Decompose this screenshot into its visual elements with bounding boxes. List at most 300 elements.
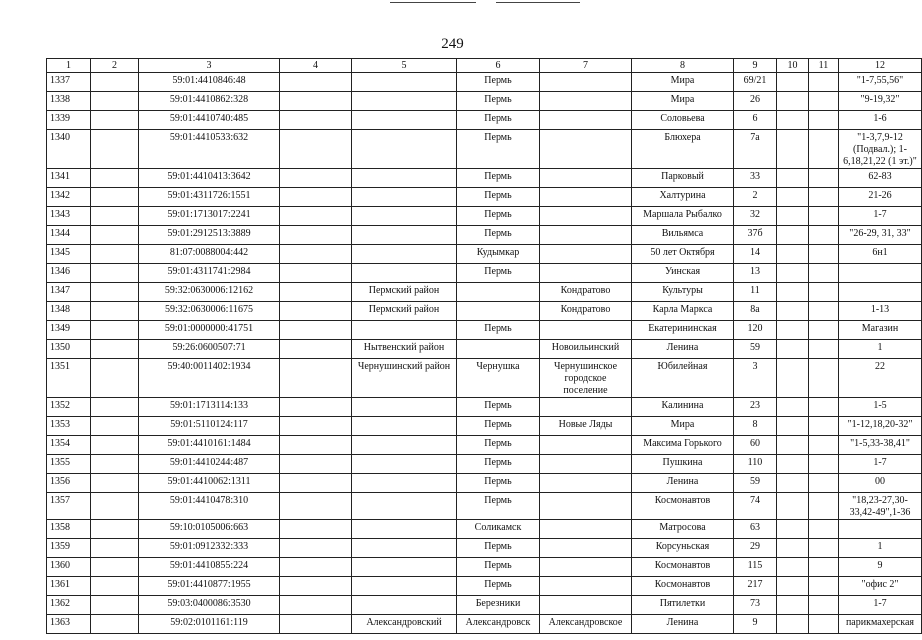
- cell-col-10: [777, 130, 809, 169]
- cell-col-8: Матросова: [632, 520, 734, 539]
- cell-col-11: [809, 188, 839, 207]
- cell-col-10: [777, 474, 809, 493]
- cell-col-2: [91, 226, 139, 245]
- cell-col-12: 22: [839, 359, 922, 398]
- cell-col-11: [809, 577, 839, 596]
- cell-col-2: [91, 436, 139, 455]
- cell-col-1: 1337: [47, 73, 91, 92]
- cell-col-5: [352, 92, 457, 111]
- cell-col-8: Карла Маркса: [632, 302, 734, 321]
- cell-col-9: 63: [734, 520, 777, 539]
- cell-col-11: [809, 111, 839, 130]
- cell-col-3: 59:01:4410478:310: [139, 493, 280, 520]
- cell-col-3: 59:01:2912513:3889: [139, 226, 280, 245]
- cell-col-6: Пермь: [457, 226, 540, 245]
- cell-col-4: [280, 417, 352, 436]
- cell-col-2: [91, 283, 139, 302]
- cell-col-9: 110: [734, 455, 777, 474]
- cell-col-11: [809, 596, 839, 615]
- cell-col-3: 59:01:4410855:224: [139, 558, 280, 577]
- cell-col-5: [352, 226, 457, 245]
- cell-col-10: [777, 455, 809, 474]
- cell-col-6: Пермь: [457, 321, 540, 340]
- cell-col-12: "офис 2": [839, 577, 922, 596]
- cell-col-9: 59: [734, 474, 777, 493]
- cell-col-9: 59: [734, 340, 777, 359]
- cell-col-10: [777, 207, 809, 226]
- cell-col-5: [352, 207, 457, 226]
- cell-col-2: [91, 558, 139, 577]
- cell-col-5: [352, 188, 457, 207]
- cell-col-4: [280, 493, 352, 520]
- cell-col-6: Александровск: [457, 615, 540, 634]
- cell-col-11: [809, 359, 839, 398]
- cell-col-4: [280, 111, 352, 130]
- cell-col-5: [352, 493, 457, 520]
- cell-col-10: [777, 398, 809, 417]
- cell-col-10: [777, 226, 809, 245]
- header-row: [47, 59, 922, 73]
- cell-col-6: Пермь: [457, 398, 540, 417]
- cell-col-9: 8: [734, 417, 777, 436]
- cell-col-4: [280, 92, 352, 111]
- cell-col-12: 1-13: [839, 302, 922, 321]
- cell-col-3: 59:02:0101161:119: [139, 615, 280, 634]
- cell-col-11: [809, 539, 839, 558]
- cell-col-10: [777, 169, 809, 188]
- cell-col-10: [777, 92, 809, 111]
- cell-col-7: [540, 455, 632, 474]
- cell-col-1: 1355: [47, 455, 91, 474]
- cell-col-2: [91, 340, 139, 359]
- cell-col-5: [352, 169, 457, 188]
- column-header-5: 5: [352, 59, 457, 73]
- cell-col-2: [91, 474, 139, 493]
- register-table: [46, 58, 922, 634]
- cell-col-12: парикмахерская: [839, 615, 922, 634]
- cell-col-9: 13: [734, 264, 777, 283]
- cell-col-6: [457, 283, 540, 302]
- cell-col-8: Ленина: [632, 615, 734, 634]
- cell-col-4: [280, 359, 352, 398]
- cell-col-4: [280, 188, 352, 207]
- cell-col-4: [280, 596, 352, 615]
- cell-col-11: [809, 417, 839, 436]
- cell-col-5: [352, 436, 457, 455]
- cell-col-3: 59:01:4410740:485: [139, 111, 280, 130]
- cell-col-1: 1338: [47, 92, 91, 111]
- cell-col-4: [280, 302, 352, 321]
- cell-col-12: 1: [839, 539, 922, 558]
- cell-col-4: [280, 398, 352, 417]
- cell-col-10: [777, 321, 809, 340]
- cell-col-3: 59:01:0000000:41751: [139, 321, 280, 340]
- cell-col-12: Магазин: [839, 321, 922, 340]
- cell-col-12: 1-7: [839, 207, 922, 226]
- cell-col-5: [352, 111, 457, 130]
- cell-col-2: [91, 417, 139, 436]
- cell-col-1: 1339: [47, 111, 91, 130]
- page-number: 249: [441, 36, 464, 52]
- cell-col-12: 1: [839, 340, 922, 359]
- cell-col-9: 11: [734, 283, 777, 302]
- cell-col-3: 59:01:4410062:1311: [139, 474, 280, 493]
- cell-col-9: 26: [734, 92, 777, 111]
- cell-col-5: [352, 596, 457, 615]
- cell-col-11: [809, 321, 839, 340]
- cell-col-6: Пермь: [457, 130, 540, 169]
- cell-col-10: [777, 615, 809, 634]
- cell-col-12: 1-7: [839, 596, 922, 615]
- cell-col-12: "1-12,18,20-32": [839, 417, 922, 436]
- cell-col-2: [91, 302, 139, 321]
- cell-col-5: [352, 245, 457, 264]
- table-row: [47, 577, 922, 596]
- cell-col-1: 1358: [47, 520, 91, 539]
- cell-col-11: [809, 520, 839, 539]
- table-row: [47, 264, 922, 283]
- cell-col-7: [540, 596, 632, 615]
- cell-col-1: 1356: [47, 474, 91, 493]
- cell-col-3: 59:01:5110124:117: [139, 417, 280, 436]
- cell-col-9: 73: [734, 596, 777, 615]
- cell-col-7: Кондратово: [540, 283, 632, 302]
- cell-col-4: [280, 245, 352, 264]
- cell-col-10: [777, 264, 809, 283]
- cell-col-12: "9-19,32": [839, 92, 922, 111]
- cell-col-2: [91, 398, 139, 417]
- cell-col-6: Пермь: [457, 577, 540, 596]
- cell-col-5: [352, 577, 457, 596]
- cell-col-2: [91, 245, 139, 264]
- cell-col-5: Пермский район: [352, 283, 457, 302]
- cell-col-11: [809, 283, 839, 302]
- cell-col-3: 59:01:4311741:2984: [139, 264, 280, 283]
- cell-col-4: [280, 207, 352, 226]
- cell-col-6: Пермь: [457, 455, 540, 474]
- cell-col-7: [540, 188, 632, 207]
- cell-col-11: [809, 73, 839, 92]
- table-row: [47, 207, 922, 226]
- cell-col-6: Пермь: [457, 207, 540, 226]
- cell-col-4: [280, 615, 352, 634]
- cell-col-12: "18,23-27,30-33,42-49",1-36: [839, 493, 922, 520]
- cell-col-2: [91, 455, 139, 474]
- cell-col-5: [352, 474, 457, 493]
- cell-col-6: [457, 340, 540, 359]
- cell-col-9: 37б: [734, 226, 777, 245]
- cell-col-3: 59:32:0630006:11675: [139, 302, 280, 321]
- cell-col-2: [91, 169, 139, 188]
- cell-col-6: Пермь: [457, 188, 540, 207]
- cell-col-9: 217: [734, 577, 777, 596]
- table-row: [47, 615, 922, 634]
- table-row: [47, 493, 922, 520]
- cell-col-12: 21-26: [839, 188, 922, 207]
- cell-col-10: [777, 539, 809, 558]
- cell-col-4: [280, 264, 352, 283]
- cell-col-6: Пермь: [457, 169, 540, 188]
- cell-col-1: 1350: [47, 340, 91, 359]
- cell-col-9: 14: [734, 245, 777, 264]
- cell-col-1: 1361: [47, 577, 91, 596]
- cell-col-4: [280, 474, 352, 493]
- cell-col-2: [91, 539, 139, 558]
- cell-col-6: Пермь: [457, 92, 540, 111]
- top-rule-left: [390, 2, 476, 3]
- cell-col-9: 9: [734, 615, 777, 634]
- cell-col-10: [777, 577, 809, 596]
- cell-col-11: [809, 302, 839, 321]
- cell-col-8: Мира: [632, 417, 734, 436]
- cell-col-4: [280, 283, 352, 302]
- cell-col-6: Березники: [457, 596, 540, 615]
- cell-col-1: 1344: [47, 226, 91, 245]
- cell-col-3: 59:01:4311726:1551: [139, 188, 280, 207]
- cell-col-11: [809, 340, 839, 359]
- cell-col-8: Парковый: [632, 169, 734, 188]
- cell-col-11: [809, 493, 839, 520]
- cell-col-8: Ленина: [632, 340, 734, 359]
- cell-col-6: Пермь: [457, 264, 540, 283]
- cell-col-10: [777, 340, 809, 359]
- cell-col-7: [540, 169, 632, 188]
- cell-col-3: 81:07:0088004:442: [139, 245, 280, 264]
- cell-col-5: [352, 73, 457, 92]
- cell-col-3: 59:01:4410413:3642: [139, 169, 280, 188]
- cell-col-1: 1360: [47, 558, 91, 577]
- cell-col-5: Пермский район: [352, 302, 457, 321]
- cell-col-11: [809, 245, 839, 264]
- table-row: [47, 359, 922, 398]
- column-header-1: 1: [47, 59, 91, 73]
- cell-col-3: 59:40:0011402:1934: [139, 359, 280, 398]
- cell-col-7: [540, 520, 632, 539]
- cell-col-3: 59:01:0912332:333: [139, 539, 280, 558]
- column-header-9: 9: [734, 59, 777, 73]
- cell-col-12: "1-3,7,9-12 (Подвал.); 1-6,18,21,22 (1 эт.)": [839, 130, 922, 169]
- cell-col-7: Чернушинское городское поселение: [540, 359, 632, 398]
- cell-col-10: [777, 558, 809, 577]
- table-row: [47, 417, 922, 436]
- cell-col-11: [809, 264, 839, 283]
- table-row: [47, 245, 922, 264]
- cell-col-3: 59:01:4410161:1484: [139, 436, 280, 455]
- cell-col-11: [809, 474, 839, 493]
- cell-col-3: 59:01:1713114:133: [139, 398, 280, 417]
- cell-col-2: [91, 359, 139, 398]
- cell-col-6: Чернушка: [457, 359, 540, 398]
- cell-col-5: [352, 539, 457, 558]
- cell-col-5: [352, 520, 457, 539]
- cell-col-2: [91, 615, 139, 634]
- cell-col-6: Пермь: [457, 474, 540, 493]
- cell-col-1: 1353: [47, 417, 91, 436]
- cell-col-9: 74: [734, 493, 777, 520]
- cell-col-7: [540, 493, 632, 520]
- cell-col-9: 6: [734, 111, 777, 130]
- cell-col-10: [777, 302, 809, 321]
- cell-col-5: [352, 417, 457, 436]
- table-row: [47, 111, 922, 130]
- cell-col-1: 1343: [47, 207, 91, 226]
- column-header-11: 11: [809, 59, 839, 73]
- column-header-3: 3: [139, 59, 280, 73]
- column-header-2: 2: [91, 59, 139, 73]
- cell-col-7: [540, 207, 632, 226]
- cell-col-7: [540, 92, 632, 111]
- cell-col-2: [91, 130, 139, 169]
- cell-col-5: [352, 130, 457, 169]
- cell-col-8: Космонавтов: [632, 577, 734, 596]
- cell-col-11: [809, 169, 839, 188]
- cell-col-9: 2: [734, 188, 777, 207]
- cell-col-12: 1-7: [839, 455, 922, 474]
- table-row: [47, 474, 922, 493]
- cell-col-3: 59:01:4410244:487: [139, 455, 280, 474]
- cell-col-8: Пушкина: [632, 455, 734, 474]
- column-header-8: 8: [632, 59, 734, 73]
- cell-col-1: 1342: [47, 188, 91, 207]
- cell-col-3: 59:01:4410846:48: [139, 73, 280, 92]
- table-row: [47, 558, 922, 577]
- cell-col-7: [540, 264, 632, 283]
- cell-col-11: [809, 207, 839, 226]
- table-row: [47, 340, 922, 359]
- cell-col-1: 1347: [47, 283, 91, 302]
- cell-col-12: 1-5: [839, 398, 922, 417]
- cell-col-6: Пермь: [457, 539, 540, 558]
- cell-col-4: [280, 455, 352, 474]
- cell-col-1: 1357: [47, 493, 91, 520]
- table-body: [47, 73, 922, 634]
- cell-col-3: 59:01:4410862:328: [139, 92, 280, 111]
- cell-col-6: Пермь: [457, 436, 540, 455]
- cell-col-12: 1-6: [839, 111, 922, 130]
- cell-col-7: [540, 436, 632, 455]
- cell-col-10: [777, 283, 809, 302]
- cell-col-7: [540, 245, 632, 264]
- table-row: [47, 302, 922, 321]
- cell-col-9: 120: [734, 321, 777, 340]
- cell-col-6: Пермь: [457, 73, 540, 92]
- cell-col-11: [809, 130, 839, 169]
- cell-col-3: 59:10:0105006:663: [139, 520, 280, 539]
- cell-col-8: Корсуньская: [632, 539, 734, 558]
- cell-col-12: 62-83: [839, 169, 922, 188]
- cell-col-4: [280, 577, 352, 596]
- cell-col-8: Соловьева: [632, 111, 734, 130]
- cell-col-5: [352, 321, 457, 340]
- cell-col-10: [777, 520, 809, 539]
- cell-col-7: [540, 73, 632, 92]
- cell-col-2: [91, 111, 139, 130]
- cell-col-1: 1352: [47, 398, 91, 417]
- cell-col-4: [280, 539, 352, 558]
- cell-col-7: [540, 474, 632, 493]
- cell-col-5: [352, 558, 457, 577]
- cell-col-8: Блюхера: [632, 130, 734, 169]
- cell-col-9: 29: [734, 539, 777, 558]
- cell-col-4: [280, 130, 352, 169]
- cell-col-8: Халтурина: [632, 188, 734, 207]
- cell-col-9: 3: [734, 359, 777, 398]
- cell-col-5: [352, 398, 457, 417]
- cell-col-10: [777, 436, 809, 455]
- cell-col-9: 8а: [734, 302, 777, 321]
- cell-col-6: Пермь: [457, 493, 540, 520]
- cell-col-10: [777, 188, 809, 207]
- table-row: [47, 169, 922, 188]
- cell-col-8: Космонавтов: [632, 558, 734, 577]
- cell-col-4: [280, 73, 352, 92]
- cell-col-2: [91, 92, 139, 111]
- table-row: [47, 539, 922, 558]
- cell-col-2: [91, 321, 139, 340]
- cell-col-2: [91, 577, 139, 596]
- table-row: [47, 188, 922, 207]
- cell-col-10: [777, 245, 809, 264]
- cell-col-8: 50 лет Октября: [632, 245, 734, 264]
- cell-col-7: [540, 398, 632, 417]
- table-row: [47, 226, 922, 245]
- cell-col-1: 1346: [47, 264, 91, 283]
- cell-col-11: [809, 436, 839, 455]
- cell-col-4: [280, 321, 352, 340]
- cell-col-1: 1345: [47, 245, 91, 264]
- column-header-6: 6: [457, 59, 540, 73]
- cell-col-12: [839, 264, 922, 283]
- cell-col-2: [91, 520, 139, 539]
- cell-col-9: 23: [734, 398, 777, 417]
- cell-col-7: [540, 321, 632, 340]
- cell-col-3: 59:01:4410877:1955: [139, 577, 280, 596]
- table-row: [47, 73, 922, 92]
- cell-col-2: [91, 493, 139, 520]
- cell-col-9: 69/21: [734, 73, 777, 92]
- cell-col-12: "1-7,55,56": [839, 73, 922, 92]
- cell-col-2: [91, 207, 139, 226]
- cell-col-1: 1359: [47, 539, 91, 558]
- cell-col-11: [809, 226, 839, 245]
- cell-col-4: [280, 558, 352, 577]
- cell-col-11: [809, 615, 839, 634]
- cell-col-4: [280, 340, 352, 359]
- cell-col-5: [352, 455, 457, 474]
- cell-col-7: Новоильинский: [540, 340, 632, 359]
- cell-col-10: [777, 73, 809, 92]
- cell-col-12: [839, 520, 922, 539]
- cell-col-7: [540, 577, 632, 596]
- cell-col-8: Космонавтов: [632, 493, 734, 520]
- cell-col-10: [777, 596, 809, 615]
- cell-col-1: 1363: [47, 615, 91, 634]
- cell-col-12: "26-29, 31, 33": [839, 226, 922, 245]
- cell-col-6: [457, 302, 540, 321]
- cell-col-1: 1340: [47, 130, 91, 169]
- cell-col-2: [91, 73, 139, 92]
- cell-col-6: Соликамск: [457, 520, 540, 539]
- cell-col-1: 1349: [47, 321, 91, 340]
- column-header-7: 7: [540, 59, 632, 73]
- cell-col-8: Ленина: [632, 474, 734, 493]
- cell-col-3: 59:32:0630006:12162: [139, 283, 280, 302]
- cell-col-7: [540, 130, 632, 169]
- cell-col-5: [352, 264, 457, 283]
- cell-col-8: Екатерининская: [632, 321, 734, 340]
- cell-col-11: [809, 398, 839, 417]
- cell-col-9: 33: [734, 169, 777, 188]
